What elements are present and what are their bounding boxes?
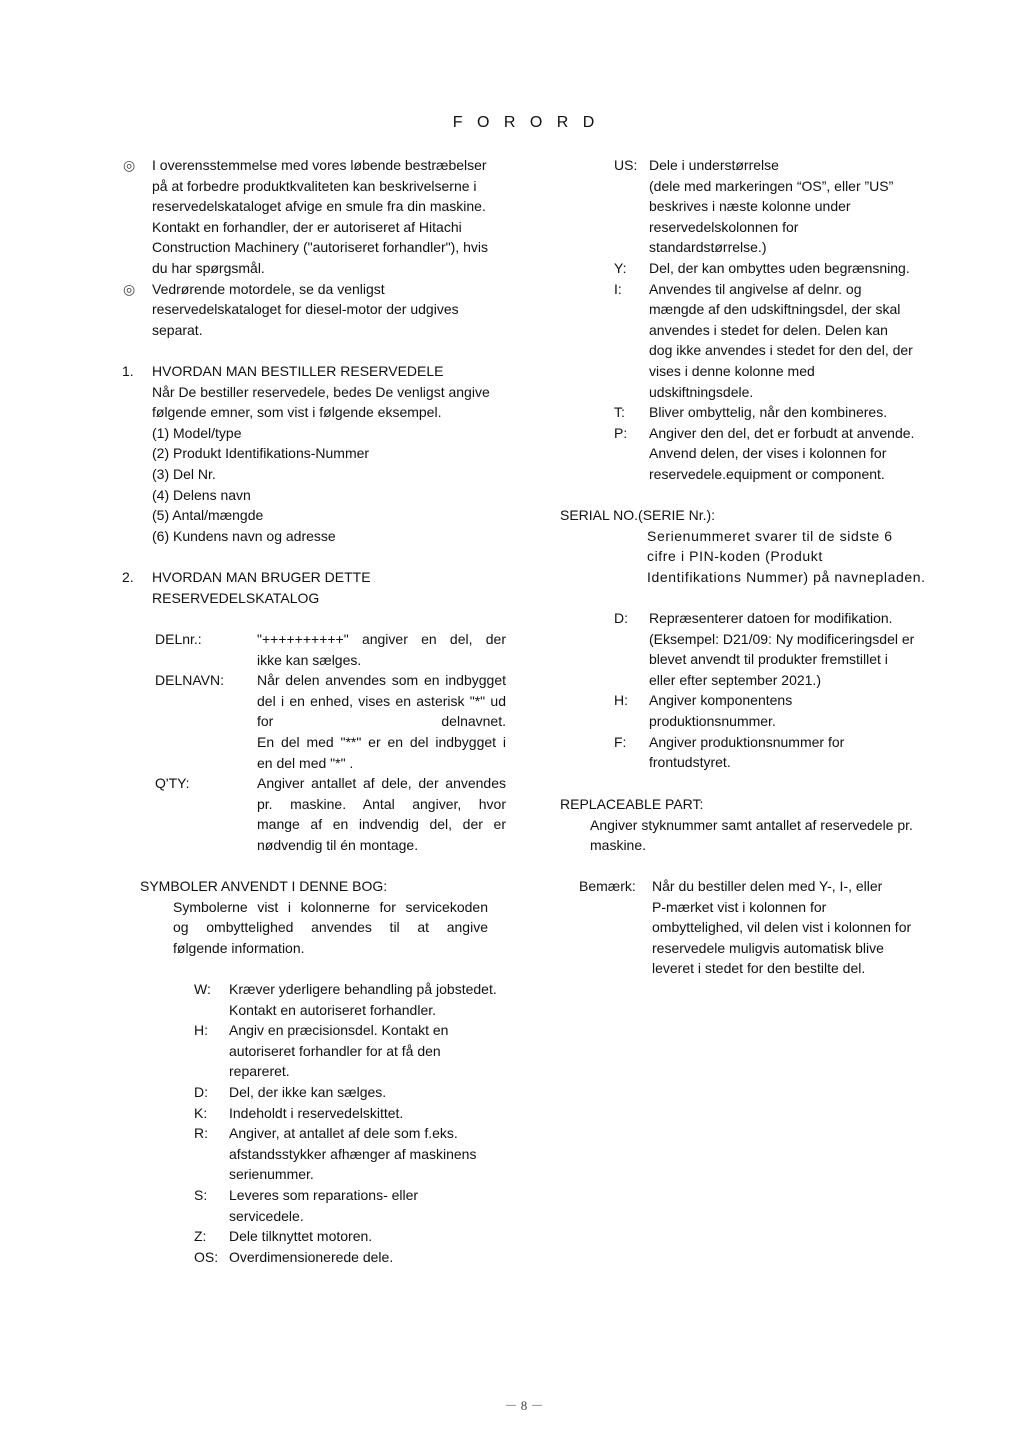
serial-description bbox=[647, 526, 926, 588]
text-line: P-mærket vist i kolonnen for bbox=[652, 898, 827, 915]
replaceable-description bbox=[590, 815, 913, 856]
text-line: Når du bestiller delen med Y-, I-, eller bbox=[652, 878, 883, 894]
text-line: Repræsenterer datoen for modifikation. bbox=[649, 610, 893, 626]
text-line: Serienummeret svarer til de sidste 6 bbox=[647, 527, 893, 544]
symbol-code: K: bbox=[194, 1104, 208, 1121]
text-line: Vedrørende motordele, se da venligst bbox=[152, 280, 385, 297]
text-line: reservedele.equipment or component. bbox=[649, 465, 885, 482]
symbol-description bbox=[649, 423, 914, 485]
symbol-code: D: bbox=[614, 610, 628, 626]
symbol-description bbox=[649, 155, 893, 258]
text-line: maskine. bbox=[590, 837, 647, 854]
text-line: frontudstyret. bbox=[649, 754, 731, 771]
symbol-description bbox=[229, 1226, 372, 1247]
symbol-description bbox=[229, 1103, 403, 1124]
text-line: produktionsnummer. bbox=[649, 712, 776, 729]
text-line: (5) Antal/mængde bbox=[152, 507, 264, 524]
text-line: autoriseret forhandler for at få den bbox=[229, 1042, 441, 1059]
text-line: Anvend delen, der vises i kolonnen for bbox=[649, 445, 887, 462]
symbol-description bbox=[649, 258, 910, 279]
text-line: Symbolerne vist i kolonnerne for servicekoden bbox=[173, 898, 488, 915]
symbol-code: F: bbox=[614, 733, 627, 750]
text-line: Anvendes til angivelse af delnr. og bbox=[649, 280, 862, 297]
text-line: reservedele muligvis automatisk blive bbox=[652, 939, 884, 956]
text-line: Angiver antallet af dele, der anvendes bbox=[257, 775, 506, 792]
text-line: mængde af den udskiftningsdel, der skal bbox=[649, 301, 901, 318]
text-line: Bliver ombyttelig, når den kombineres. bbox=[649, 404, 888, 421]
definition-body bbox=[257, 773, 506, 855]
symbol-description bbox=[649, 279, 913, 403]
text-line: for delnavnet. bbox=[257, 713, 506, 730]
intro-paragraph bbox=[152, 279, 459, 341]
section-number: 1. bbox=[122, 363, 134, 379]
text-line: Kontakt en forhandler, der er autoriseret af Hitachi bbox=[152, 218, 462, 235]
text-line: HVORDAN MAN BRUGER DETTE bbox=[152, 569, 371, 585]
definition-body bbox=[257, 629, 506, 670]
section-heading bbox=[152, 567, 371, 608]
symbol-code: D: bbox=[194, 1084, 208, 1100]
symbols-intro bbox=[173, 897, 488, 959]
text-line: blevet anvendt til produkter fremstillet i bbox=[649, 651, 888, 668]
section-body bbox=[152, 382, 490, 547]
text-line: (Eksempel: D21/09: Ny modificeringsdel er bbox=[649, 630, 915, 647]
text-line: afstandsstykker afhænger af maskinens bbox=[229, 1145, 477, 1162]
text-line: Del, der kan ombyttes uden begrænsning. bbox=[649, 260, 910, 276]
text-line: reservedelskataloget for diesel-motor der udgives bbox=[152, 301, 459, 318]
symbol-description bbox=[229, 1185, 418, 1226]
text-line: servicedele. bbox=[229, 1207, 304, 1224]
text-line: vises i denne kolonne med bbox=[649, 362, 815, 379]
symbol-code: H: bbox=[194, 1022, 208, 1039]
intro-paragraph bbox=[152, 155, 488, 279]
text-line: Leveres som reparations- eller bbox=[229, 1187, 419, 1203]
text-line: en del med "*" . bbox=[257, 754, 354, 771]
definition-term: Q'TY: bbox=[155, 775, 190, 792]
text-line: Når De bestiller reservedele, bedes De venligst angive bbox=[152, 383, 490, 400]
symbol-description bbox=[229, 1247, 393, 1268]
text-line: Angiver komponentens bbox=[649, 692, 793, 709]
symbol-code: H: bbox=[614, 692, 628, 709]
text-line: Identifikations Nummer) på navnepladen. bbox=[647, 568, 926, 585]
symbol-code: W: bbox=[194, 981, 211, 997]
text-line: En del med "**" er en del indbygget i bbox=[257, 733, 506, 750]
text-line: Angiv en præcisionsdel. Kontakt en bbox=[229, 1022, 449, 1039]
text-line: følgende emner, som vist i følgende eksempel. bbox=[152, 404, 442, 421]
text-line: (dele med markeringen “OS”, eller ”US” bbox=[649, 177, 894, 194]
text-line: reservedelskataloget afvige en smule fra din maskine. bbox=[152, 198, 486, 215]
text-line: ombyttelighed, vil delen vist i kolonnen for bbox=[652, 919, 912, 936]
symbol-code: R: bbox=[194, 1125, 208, 1142]
text-line: "++++++++++" angiver en del, der bbox=[257, 631, 506, 647]
symbol-description bbox=[649, 732, 844, 773]
text-line: mange af en indvendig del, der er bbox=[257, 816, 506, 833]
page-number: － 8 － bbox=[504, 1398, 544, 1413]
text-line: pr. maskine. Antal angiver, hvor bbox=[257, 795, 506, 812]
text-line: anvendes i stedet for delen. Delen kan bbox=[649, 321, 888, 338]
text-line: separat. bbox=[152, 321, 203, 338]
symbol-code: P: bbox=[614, 424, 628, 441]
symbol-description bbox=[229, 1020, 448, 1082]
note-label: Bemærk: bbox=[579, 878, 636, 894]
symbol-description bbox=[649, 690, 792, 731]
text-line: Angiver den del, det er forbudt at anvende. bbox=[649, 424, 915, 441]
bullet-icon: ◎ bbox=[123, 280, 136, 297]
text-line: Kræver yderligere behandling på jobstedet. bbox=[229, 981, 497, 997]
text-line: (1) Model/type bbox=[152, 424, 242, 441]
definition-term: DELNAVN: bbox=[155, 672, 224, 689]
text-line: (6) Kundens navn og adresse bbox=[152, 527, 336, 544]
text-line: og ombyttelighed anvendes til at angive bbox=[173, 919, 488, 936]
text-line: dog ikke anvendes i stedet for den del, der bbox=[649, 342, 913, 359]
text-line: udskiftningsdele. bbox=[649, 383, 754, 400]
note-body bbox=[652, 876, 911, 979]
text-line: RESERVEDELSKATALOG bbox=[152, 589, 320, 606]
text-line: serienummer. bbox=[229, 1166, 314, 1183]
text-line: cifre i PIN-koden (Produkt bbox=[647, 548, 823, 565]
symbol-code: OS: bbox=[194, 1248, 219, 1265]
text-line: på at forbedre produktkvaliteten kan beskrivelserne i bbox=[152, 177, 477, 194]
section-heading: SERIAL NO.(SERIE Nr.): bbox=[560, 507, 716, 523]
symbol-code: US: bbox=[614, 157, 638, 173]
symbol-code: Y: bbox=[614, 260, 627, 276]
symbol-code: Z: bbox=[194, 1228, 207, 1245]
symbol-description bbox=[649, 608, 914, 690]
symbol-description bbox=[229, 1123, 476, 1185]
text-line: reservedelskolonnen for bbox=[649, 218, 799, 235]
text-line: del i en enhed, vises en asterisk "*" ud bbox=[257, 692, 506, 709]
section-heading: REPLACEABLE PART: bbox=[560, 796, 704, 812]
text-line: Dele tilknyttet motoren. bbox=[229, 1228, 373, 1245]
text-line: Kontakt en autoriseret forhandler. bbox=[229, 1001, 437, 1018]
text-line: Indeholdt i reservedelskittet. bbox=[229, 1104, 404, 1121]
text-line: (2) Produkt Identifikations-Nummer bbox=[152, 445, 370, 462]
definition-term: DELnr.: bbox=[155, 631, 202, 647]
text-line: repareret. bbox=[229, 1063, 290, 1080]
symbol-description bbox=[649, 402, 887, 423]
symbol-description bbox=[229, 1082, 386, 1103]
text-line: Construction Machinery ("autoriseret forhandler"), hvis bbox=[152, 239, 488, 256]
text-line: leveret i stedet for den bestilte del. bbox=[652, 960, 866, 977]
section-heading: HVORDAN MAN BESTILLER RESERVEDELE bbox=[152, 363, 444, 379]
text-line: du har spørgsmål. bbox=[152, 259, 265, 276]
text-line: Angiver, at antallet af dele som f.eks. bbox=[229, 1125, 458, 1142]
text-line: I overensstemmelse med vores løbende bestræbelser bbox=[152, 157, 487, 173]
definition-body bbox=[257, 670, 506, 773]
text-line: Overdimensionerede dele. bbox=[229, 1248, 394, 1265]
text-line: Når delen anvendes som en indbygget bbox=[257, 672, 506, 689]
text-line: følgende information. bbox=[173, 939, 305, 956]
text-line: standardstørrelse.) bbox=[649, 239, 767, 256]
page-title: F O R O R D bbox=[452, 114, 600, 131]
text-line: nødvendig til én montage. bbox=[257, 836, 419, 853]
text-line: Angiver styknummer samt antallet af reservedele pr. bbox=[590, 816, 913, 833]
symbol-description bbox=[229, 979, 497, 1020]
symbol-code: T: bbox=[614, 404, 625, 421]
text-line: eller efter september 2021.) bbox=[649, 671, 821, 688]
text-line: (4) Delens navn bbox=[152, 486, 251, 503]
symbol-code: I: bbox=[614, 280, 622, 297]
bullet-icon: ◎ bbox=[123, 157, 136, 173]
text-line: Dele i understørrelse bbox=[649, 157, 779, 173]
text-line: Del, der ikke kan sælges. bbox=[229, 1084, 387, 1100]
text-line: ikke kan sælges. bbox=[257, 651, 362, 668]
text-line: beskrives i næste kolonne under bbox=[649, 198, 851, 215]
symbol-code: S: bbox=[194, 1187, 208, 1203]
section-number: 2. bbox=[122, 569, 134, 585]
text-line: Angiver produktionsnummer for bbox=[649, 733, 845, 750]
text-line: (3) Del Nr. bbox=[152, 465, 216, 482]
section-heading: SYMBOLER ANVENDT I DENNE BOG: bbox=[140, 878, 388, 894]
